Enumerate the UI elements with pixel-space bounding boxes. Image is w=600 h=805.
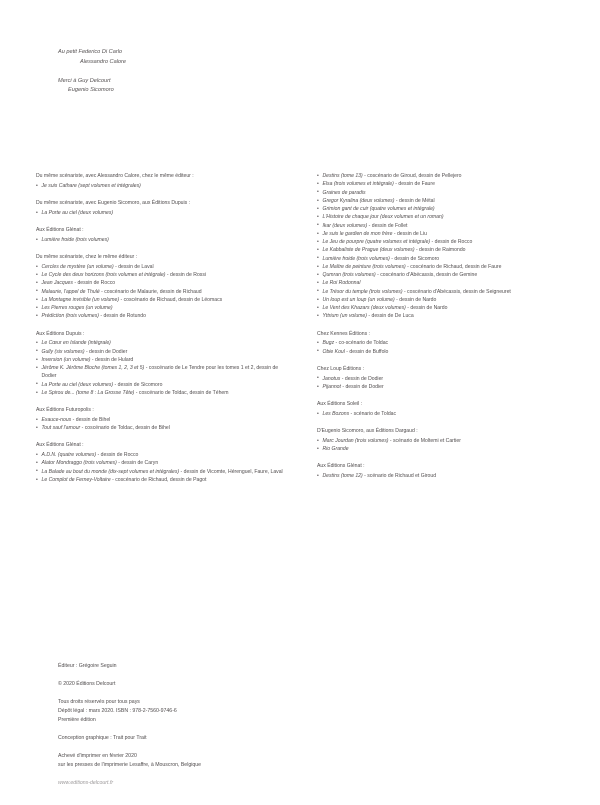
bibliography-entry: • Cercles de mystère (un volume) - dessin de Laval	[36, 263, 283, 271]
bibliography-group-heading: Aux Éditions Soleil :	[317, 401, 363, 407]
bibliography-entry-list	[317, 339, 564, 356]
bibliography-group-heading: D'Eugenio Sicomoro, aux Éditions Dargaud :	[317, 428, 418, 434]
bibliography-group-heading: Du même scénariste, avec Alessandro Calore, chez le même éditeur :	[36, 173, 194, 179]
bibliography-group	[36, 253, 283, 321]
bibliography-entry: • Jean Jacques - dessin de Rocco	[36, 279, 283, 287]
bibliography-group-heading: Du même scénariste, chez le même éditeur :	[36, 254, 138, 260]
bibliography-entry: • Qumran (trois volumes) - coscénario d'Abécassis, dessin de Gemine	[317, 271, 564, 279]
bibliography-group-heading: Aux Éditions Futuropolis :	[36, 407, 94, 413]
bibliography-entry: • Le Jeu de pourpre (quatre volumes et intégrale) - dessin de Rocco	[317, 238, 564, 246]
bibliography-entry: • Malaurie, l'appel de Thulé - coscénario de Malaurie, dessin de Richaud	[36, 288, 283, 296]
bibliography-entry: • Tout sauf l'amour - coscénario de Toldac, dessin de Bihel	[36, 424, 283, 432]
bibliography-entry: • Le Maître de peinture (trois volumes) - coscénario de Richaud, dessin de Faure	[317, 263, 564, 271]
bibliography-entry: • Marc Jourdan (trois volumes) - scénario de Moltemi et Cartier	[317, 437, 564, 445]
bibliography-group-heading: Chez Kennes Éditions :	[317, 330, 370, 337]
bibliography-entry-list	[317, 172, 564, 321]
bibliography-group	[36, 226, 283, 244]
bibliography-entry: • Gregor Kyralina (deux volumes) - dessin de Métal	[317, 197, 564, 205]
bibliography-group-heading: Du même scénariste, avec Eugenio Sicomoro, aux Éditions Dupuis :	[36, 200, 191, 206]
bibliography-left-column	[36, 172, 283, 484]
graphic-design-group	[58, 734, 201, 743]
dedications-block	[58, 48, 126, 105]
bibliography-entry: • Le Cycle des deux horizons (trois volumes et intégrale) - dessin de Rossi	[36, 271, 283, 279]
bibliography-entry: • Le Cœur en Islande (intégrale)	[36, 339, 283, 347]
legal-deposit-line: Dépôt légal : mars 2020. ISBN : 978-2-7560-9746-6	[58, 707, 177, 714]
bibliography-group-heading: Aux Éditions Glénat :	[36, 227, 84, 233]
rights-line: Tous droits réservés pour tous pays	[58, 698, 140, 705]
bibliography-entry: • Je suis le gardien de mon frère - dessin de Liu	[317, 230, 564, 238]
bibliography-entry: • La Porte au ciel (deux volumes)	[36, 209, 283, 217]
bibliography-entry: • Rio Grande	[317, 445, 564, 453]
dedication-group	[58, 77, 126, 97]
bibliography-right-column	[317, 172, 564, 480]
bibliography-entry: • Alator Mondraggo (trois volumes) - dessin de Caryn	[36, 459, 283, 467]
bibliography-group	[317, 400, 564, 418]
bibliography-entry: • Le Roi Rodonnal	[317, 279, 564, 287]
bibliography-entry: • Yttrium (un volume) - dessin de De Luca	[317, 312, 564, 320]
copyright-line: © 2020 Éditions Delcourt	[58, 680, 116, 687]
bibliography-group-heading: Aux Éditions Glénat :	[36, 442, 84, 449]
bibliography-entry-list	[317, 375, 564, 392]
editor-line: Éditeur : Grégoire Seguin	[58, 663, 117, 669]
rights-group	[58, 698, 201, 725]
bibliography-entry: • Le Trésor du temple (trois volumes) - coscénario d'Abécassis, dessin de Seigneuret	[317, 288, 564, 296]
bibliography-entry: • L'Histoire de chaque jour (deux volumes et un roman)	[317, 213, 564, 221]
bibliography-entry: • Obie Koul - dessin de Buffolo	[317, 348, 564, 356]
dedication-line: Au petit Federico Di Carlo	[58, 49, 123, 55]
bibliography-entry: • Grimion gant de cuir (quatre volumes et intégrale)	[317, 205, 564, 213]
bibliography-entry: • Prédiction (trois volumes) - dessin de Rotundo	[36, 312, 283, 320]
bibliography-entry: • Jérôme K. Jérôme Bloche (tomes 1, 2, 3 et 5) - coscénario de Le Tendre pour les tomes 1 et 2, dessin de Dodier	[36, 364, 283, 381]
bibliography-entry: • Pijannot - dessin de Dodier	[317, 383, 564, 391]
bibliography	[36, 172, 564, 484]
bibliography-entry-list	[36, 339, 283, 397]
editor-group	[58, 662, 201, 671]
bibliography-group	[36, 172, 283, 190]
bibliography-entry: • Je suis Cathare (sept volumes et intégrales)	[36, 182, 283, 190]
bibliography-entry: • Les Pierres rouges (un volume)	[36, 304, 283, 312]
bibliography-group	[36, 441, 283, 484]
copyright-group	[58, 680, 201, 689]
bibliography-entry: • Les Bozons - scénario de Toldac	[317, 410, 564, 418]
printer-line: sur les presses de l'imprimerie Lesaffre, à Mouscron, Belgique	[58, 761, 202, 768]
bibliography-entry: • Bugz - co-scénario de Toldac	[317, 339, 564, 347]
bibliography-entry: • Graines de paradis	[317, 189, 564, 197]
bibliography-entry-list	[36, 263, 283, 321]
bibliography-group	[317, 427, 564, 453]
bibliography-entry: • Exauce-nous - dessin de Bihel	[36, 416, 283, 424]
bibliography-entry: • Le Kabbaliste de Prague (deux volumes) - dessin de Raimondo	[317, 246, 564, 254]
bibliography-group	[36, 330, 283, 398]
bibliography-entry-list	[36, 416, 283, 433]
printing-group	[58, 752, 201, 770]
bibliography-entry-list	[317, 472, 564, 480]
website-group	[58, 779, 201, 788]
printing-date-line: Achevé d'imprimer en février 2020	[58, 752, 137, 759]
bibliography-entry: • Le Complot de Ferney-Voltaire - coscénario de Richaud, dessin de Pagot	[36, 476, 283, 484]
dedication-line: Alessandro Calore	[80, 58, 127, 65]
bibliography-entry-list	[36, 182, 283, 190]
bibliography-entry: • La Balade au bout du monde (dix-sept volumes et intégrales) - dessin de Vicomte, Hérenguel, Faure, Laval	[36, 468, 283, 476]
bibliography-entry-list	[36, 209, 283, 217]
bibliography-entry: • Le Vent des Khazars (deux volumes) - dessin de Nardo	[317, 304, 564, 312]
dedication-group	[58, 48, 126, 68]
bibliography-entry: • Destins (tome 13) - coscénario de Giroud, dessin de Pellejero	[317, 172, 564, 180]
bibliography-group	[36, 406, 283, 432]
bibliography-group	[36, 199, 283, 217]
bibliography-group-heading: Aux Éditions Glénat :	[317, 463, 365, 470]
bibliography-entry-list	[36, 236, 283, 244]
colophon-block	[58, 662, 201, 787]
bibliography-entry: • A.D.N. (quatre volumes) - dessin de Rocco	[36, 451, 283, 459]
bibliography-entry: • La Montagne invisible (un volume) - coscénario de Richaud, dessin de Léomacs	[36, 296, 283, 304]
bibliography-entry: • Lumière froide (trois volumes) - dessin de Sicomoro	[317, 255, 564, 263]
bibliography-entry: • Janotus - dessin de Dodier	[317, 375, 564, 383]
bibliography-entry: • Un loup est un loup (un volume) - dessin de Nardo	[317, 296, 564, 304]
bibliography-entry-list	[317, 410, 564, 418]
bibliography-entry: • Le Spirou de... (tome 8 : La Grosse Tête) - coscénario de Toldac, dessin de Téhem	[36, 389, 283, 397]
bibliography-group	[317, 365, 564, 391]
bibliography-entry: • Elsa (trois volumes et intégrale) - dessin de Faure	[317, 180, 564, 188]
bibliography-entry: • Ikar (deux volumes) - dessin de Follet	[317, 222, 564, 230]
bibliography-entry: • Destins (tome 12) - scénario de Richaud et Giroud	[317, 472, 564, 480]
bibliography-group	[317, 172, 564, 321]
bibliography-group	[317, 462, 564, 480]
dedication-line: Eugenio Sicomoro	[68, 87, 114, 94]
bibliography-group	[317, 330, 564, 356]
bibliography-group-heading: Aux Éditions Dupuis :	[36, 330, 85, 337]
bibliography-entry: • Inversion (un volume) - dessin de Hulard	[36, 356, 283, 364]
bibliography-entry: • La Porte au ciel (deux volumes) - dessin de Sicomoro	[36, 381, 283, 389]
bibliography-entry-list	[36, 451, 283, 484]
bibliography-entry-list	[317, 437, 564, 454]
bibliography-group-heading: Chez Loup Éditions :	[317, 365, 365, 372]
bibliography-entry: • Gully (six volumes) - dessin de Dodier	[36, 348, 283, 356]
publisher-website-link[interactable]: www.editions-delcourt.fr	[58, 779, 114, 786]
dedication-line: Merci à Guy Delcourt	[58, 77, 111, 84]
graphic-design-line: Conception graphique : Trait pour Trait	[58, 734, 147, 741]
bibliography-entry: • Lumière froide (trois volumes)	[36, 236, 283, 244]
edition-line: Première édition	[58, 716, 96, 723]
